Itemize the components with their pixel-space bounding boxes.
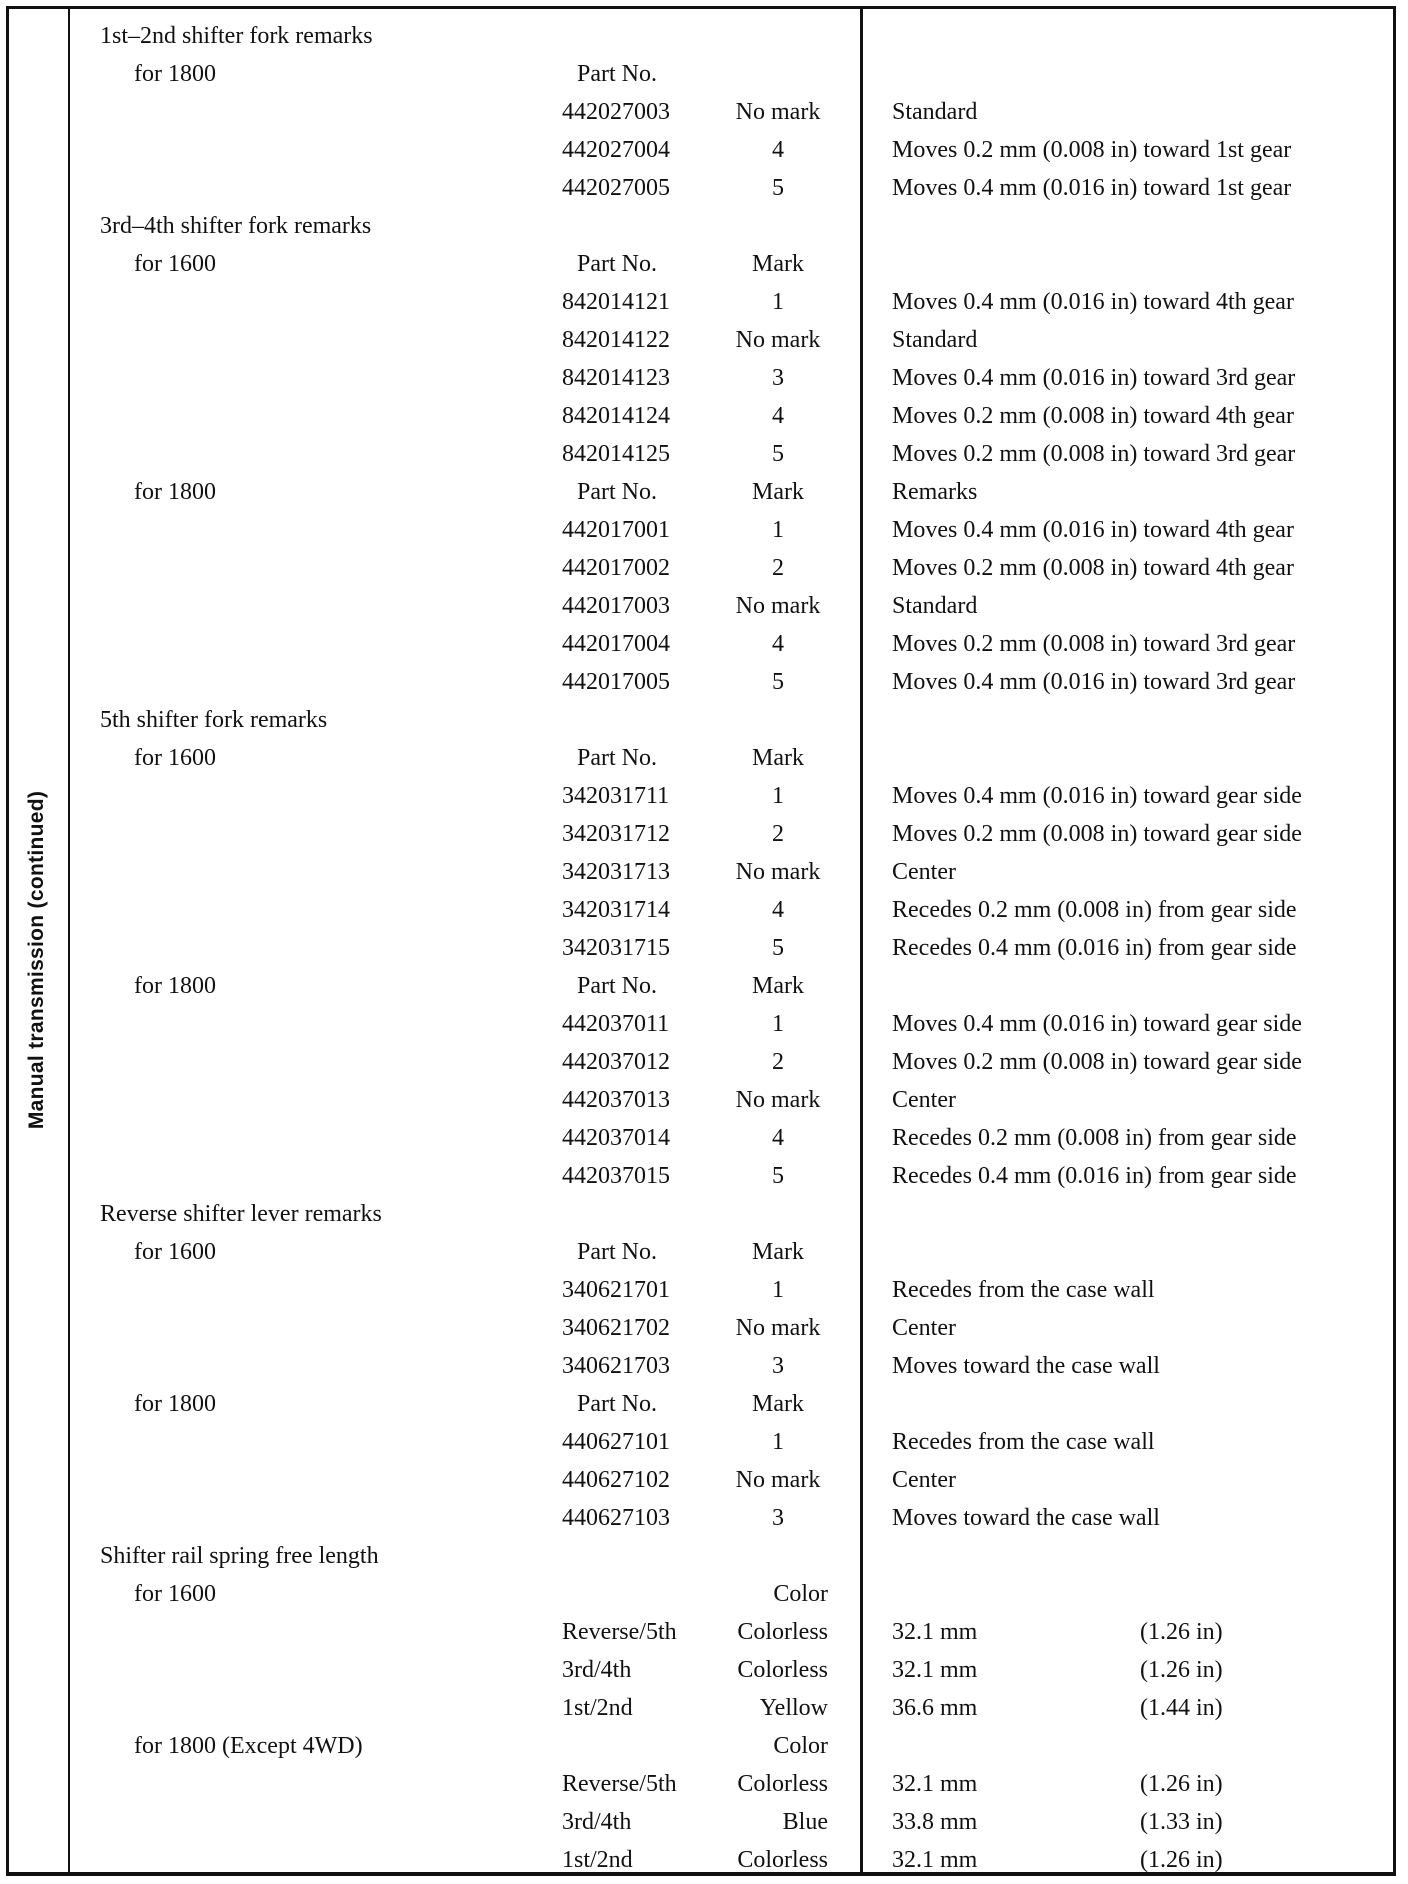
part-number: 842014124 xyxy=(562,403,670,429)
group-header-row xyxy=(0,55,1408,93)
section-heading: Reverse shifter lever remarks xyxy=(100,1201,382,1227)
section-heading-row xyxy=(0,17,1408,55)
color-header: Color xyxy=(773,1581,828,1607)
group-header-row xyxy=(0,739,1408,777)
length-in: (1.26 in) xyxy=(1140,1657,1223,1683)
table-row xyxy=(0,1347,1408,1385)
part-no-header: Part No. xyxy=(577,1391,657,1417)
part-number: 442037011 xyxy=(562,1011,670,1037)
group-label: for 1800 xyxy=(134,479,216,505)
table-row xyxy=(0,587,1408,625)
gear-position: 1st/2nd xyxy=(562,1695,633,1721)
mark-value: 4 xyxy=(772,897,784,923)
remark-text: Moves toward the case wall xyxy=(892,1505,1160,1531)
group-label: for 1800 xyxy=(134,61,216,87)
remark-text: Moves 0.4 mm (0.016 in) toward 4th gear xyxy=(892,289,1294,315)
mark-value: 3 xyxy=(772,365,784,391)
mark-value: 1 xyxy=(772,1277,784,1303)
part-number: 442037015 xyxy=(562,1163,670,1189)
part-number: 342031714 xyxy=(562,897,670,923)
part-no-header: Part No. xyxy=(577,251,657,277)
length-in: (1.44 in) xyxy=(1140,1695,1223,1721)
mark-header: Mark xyxy=(752,973,804,999)
remark-text: Moves toward the case wall xyxy=(892,1353,1160,1379)
table-row xyxy=(0,1651,1408,1689)
group-label: for 1800 xyxy=(134,973,216,999)
part-no-header: Part No. xyxy=(577,745,657,771)
remarks-header: Remarks xyxy=(892,479,978,505)
table-row xyxy=(0,1803,1408,1841)
remark-text: Center xyxy=(892,1467,956,1493)
table-row xyxy=(0,359,1408,397)
mark-value: 5 xyxy=(772,175,784,201)
part-no-header: Part No. xyxy=(577,61,657,87)
table-row xyxy=(0,1765,1408,1803)
table-row xyxy=(0,283,1408,321)
length-in: (1.26 in) xyxy=(1140,1771,1223,1797)
gear-position: Reverse/5th xyxy=(562,1771,677,1797)
mark-value: 2 xyxy=(772,1049,784,1075)
table-row xyxy=(0,435,1408,473)
table-row xyxy=(0,1689,1408,1727)
remark-text: Moves 0.2 mm (0.008 in) toward 4th gear xyxy=(892,555,1294,581)
group-header-row xyxy=(0,1575,1408,1613)
group-header-row xyxy=(0,967,1408,1005)
part-number: 442017004 xyxy=(562,631,670,657)
part-number: 440627101 xyxy=(562,1429,670,1455)
table-row xyxy=(0,929,1408,967)
mark-header: Mark xyxy=(752,251,804,277)
gear-position: Reverse/5th xyxy=(562,1619,677,1645)
remark-text: Moves 0.2 mm (0.008 in) toward 3rd gear xyxy=(892,441,1296,467)
table-row xyxy=(0,93,1408,131)
side-label: Manual transmission (continued) xyxy=(25,790,48,1130)
length-mm: 36.6 mm xyxy=(892,1695,978,1721)
remark-text: Recedes from the case wall xyxy=(892,1277,1155,1303)
remark-text: Standard xyxy=(892,593,978,619)
mark-value: 2 xyxy=(772,821,784,847)
part-number: 440627103 xyxy=(562,1505,670,1531)
group-label: for 1800 xyxy=(134,1391,216,1417)
part-number: 842014121 xyxy=(562,289,670,315)
mark-value: 4 xyxy=(772,631,784,657)
part-number: 442027005 xyxy=(562,175,670,201)
remark-text: Moves 0.4 mm (0.016 in) toward 1st gear xyxy=(892,175,1292,201)
mark-value: No mark xyxy=(735,327,821,353)
length-in: (1.26 in) xyxy=(1140,1619,1223,1645)
spring-color: Colorless xyxy=(737,1619,828,1645)
mark-value: 3 xyxy=(772,1353,784,1379)
group-header-row xyxy=(0,473,1408,511)
table-row xyxy=(0,511,1408,549)
part-number: 842014122 xyxy=(562,327,670,353)
table-row xyxy=(0,549,1408,587)
group-label: for 1600 xyxy=(134,1239,216,1265)
part-number: 442017001 xyxy=(562,517,670,543)
remark-text: Recedes 0.2 mm (0.008 in) from gear side xyxy=(892,897,1297,923)
group-label: for 1600 xyxy=(134,745,216,771)
part-number: 442017003 xyxy=(562,593,670,619)
spring-color: Colorless xyxy=(737,1657,828,1683)
table-row xyxy=(0,1461,1408,1499)
length-mm: 32.1 mm xyxy=(892,1771,978,1797)
section-heading-row xyxy=(0,1195,1408,1233)
mark-value: 5 xyxy=(772,441,784,467)
part-number: 440627102 xyxy=(562,1467,670,1493)
color-header: Color xyxy=(773,1733,828,1759)
mark-value: 2 xyxy=(772,555,784,581)
table-row xyxy=(0,777,1408,815)
section-heading: 5th shifter fork remarks xyxy=(100,707,328,733)
mark-value: 5 xyxy=(772,1163,784,1189)
mark-value: No mark xyxy=(735,1315,821,1341)
mark-value: No mark xyxy=(735,99,821,125)
remark-text: Moves 0.4 mm (0.016 in) toward gear side xyxy=(892,1011,1302,1037)
group-label: for 1600 xyxy=(134,1581,216,1607)
mark-value: No mark xyxy=(735,593,821,619)
spring-color: Colorless xyxy=(737,1771,828,1797)
gear-position: 1st/2nd xyxy=(562,1847,633,1873)
part-number: 342031711 xyxy=(562,783,670,809)
length-mm: 32.1 mm xyxy=(892,1657,978,1683)
mark-value: 1 xyxy=(772,1011,784,1037)
table-row xyxy=(0,815,1408,853)
mark-value: 5 xyxy=(772,669,784,695)
table-row xyxy=(0,1043,1408,1081)
length-in: (1.33 in) xyxy=(1140,1809,1223,1835)
part-number: 442017005 xyxy=(562,669,670,695)
spring-color: Colorless xyxy=(737,1847,828,1873)
table-row xyxy=(0,1119,1408,1157)
part-number: 342031712 xyxy=(562,821,670,847)
length-mm: 32.1 mm xyxy=(892,1847,978,1873)
part-number: 342031715 xyxy=(562,935,670,961)
part-number: 442027004 xyxy=(562,137,670,163)
remark-text: Recedes 0.4 mm (0.016 in) from gear side xyxy=(892,1163,1297,1189)
remark-text: Recedes 0.2 mm (0.008 in) from gear side xyxy=(892,1125,1297,1151)
part-number: 842014125 xyxy=(562,441,670,467)
section-heading-row xyxy=(0,207,1408,245)
remark-text: Moves 0.2 mm (0.008 in) toward 3rd gear xyxy=(892,631,1296,657)
table-row xyxy=(0,1309,1408,1347)
remark-text: Moves 0.4 mm (0.016 in) toward 3rd gear xyxy=(892,365,1296,391)
table-row xyxy=(0,625,1408,663)
remark-text: Moves 0.2 mm (0.008 in) toward 4th gear xyxy=(892,403,1294,429)
section-heading-row xyxy=(0,1537,1408,1575)
table-row xyxy=(0,853,1408,891)
section-heading: 3rd–4th shifter fork remarks xyxy=(100,213,372,239)
mark-value: 1 xyxy=(772,1429,784,1455)
length-mm: 32.1 mm xyxy=(892,1619,978,1645)
part-number: 442037013 xyxy=(562,1087,670,1113)
remark-text: Moves 0.2 mm (0.008 in) toward gear side xyxy=(892,1049,1302,1075)
remark-text: Center xyxy=(892,1315,956,1341)
part-number: 442027003 xyxy=(562,99,670,125)
mark-value: No mark xyxy=(735,859,821,885)
group-header-row xyxy=(0,1727,1408,1765)
group-header-row xyxy=(0,245,1408,283)
group-header-row xyxy=(0,1385,1408,1423)
length-in: (1.26 in) xyxy=(1140,1847,1223,1873)
gear-position: 3rd/4th xyxy=(562,1657,632,1683)
part-number: 340621701 xyxy=(562,1277,670,1303)
remark-text: Center xyxy=(892,1087,956,1113)
table-row xyxy=(0,1157,1408,1195)
part-number: 342031713 xyxy=(562,859,670,885)
remark-text: Moves 0.2 mm (0.008 in) toward gear side xyxy=(892,821,1302,847)
gear-position: 3rd/4th xyxy=(562,1809,632,1835)
mark-header: Mark xyxy=(752,479,804,505)
mark-value: 1 xyxy=(772,517,784,543)
spec-rows xyxy=(0,17,1408,1879)
table-row xyxy=(0,131,1408,169)
mark-value: 3 xyxy=(772,1505,784,1531)
table-row xyxy=(0,1271,1408,1309)
part-no-header: Part No. xyxy=(577,973,657,999)
group-label: for 1600 xyxy=(134,251,216,277)
mark-value: 1 xyxy=(772,783,784,809)
section-heading-row xyxy=(0,701,1408,739)
part-number: 842014123 xyxy=(562,365,670,391)
remark-text: Moves 0.4 mm (0.016 in) toward 3rd gear xyxy=(892,669,1296,695)
mark-value: 4 xyxy=(772,403,784,429)
mark-value: No mark xyxy=(735,1087,821,1113)
spring-color: Yellow xyxy=(759,1695,828,1721)
table-row xyxy=(0,169,1408,207)
table-row xyxy=(0,891,1408,929)
table-row xyxy=(0,321,1408,359)
table-row xyxy=(0,1005,1408,1043)
part-number: 442037014 xyxy=(562,1125,670,1151)
remark-text: Standard xyxy=(892,99,978,125)
part-number: 340621703 xyxy=(562,1353,670,1379)
group-label: for 1800 (Except 4WD) xyxy=(134,1733,363,1759)
part-no-header: Part No. xyxy=(577,1239,657,1265)
mark-value: 5 xyxy=(772,935,784,961)
table-row xyxy=(0,397,1408,435)
remark-text: Recedes from the case wall xyxy=(892,1429,1155,1455)
length-mm: 33.8 mm xyxy=(892,1809,978,1835)
mark-value: 4 xyxy=(772,1125,784,1151)
table-row xyxy=(0,1423,1408,1461)
mark-header: Mark xyxy=(752,1239,804,1265)
section-heading: 1st–2nd shifter fork remarks xyxy=(100,23,373,49)
mark-header: Mark xyxy=(752,1391,804,1417)
remark-text: Moves 0.2 mm (0.008 in) toward 1st gear xyxy=(892,137,1292,163)
remark-text: Standard xyxy=(892,327,978,353)
remark-text: Moves 0.4 mm (0.016 in) toward 4th gear xyxy=(892,517,1294,543)
remark-text: Center xyxy=(892,859,956,885)
part-number: 340621702 xyxy=(562,1315,670,1341)
mark-value: No mark xyxy=(735,1467,821,1493)
remark-text: Recedes 0.4 mm (0.016 in) from gear side xyxy=(892,935,1297,961)
mark-value: 1 xyxy=(772,289,784,315)
mark-value: 4 xyxy=(772,137,784,163)
part-no-header: Part No. xyxy=(577,479,657,505)
table-row xyxy=(0,663,1408,701)
section-heading: Shifter rail spring free length xyxy=(100,1543,379,1569)
spring-color: Blue xyxy=(782,1809,828,1835)
part-number: 442037012 xyxy=(562,1049,670,1075)
table-row xyxy=(0,1613,1408,1651)
table-row xyxy=(0,1081,1408,1119)
table-row xyxy=(0,1841,1408,1879)
mark-header: Mark xyxy=(752,745,804,771)
group-header-row xyxy=(0,1233,1408,1271)
remark-text: Moves 0.4 mm (0.016 in) toward gear side xyxy=(892,783,1302,809)
table-row xyxy=(0,1499,1408,1537)
part-number: 442017002 xyxy=(562,555,670,581)
